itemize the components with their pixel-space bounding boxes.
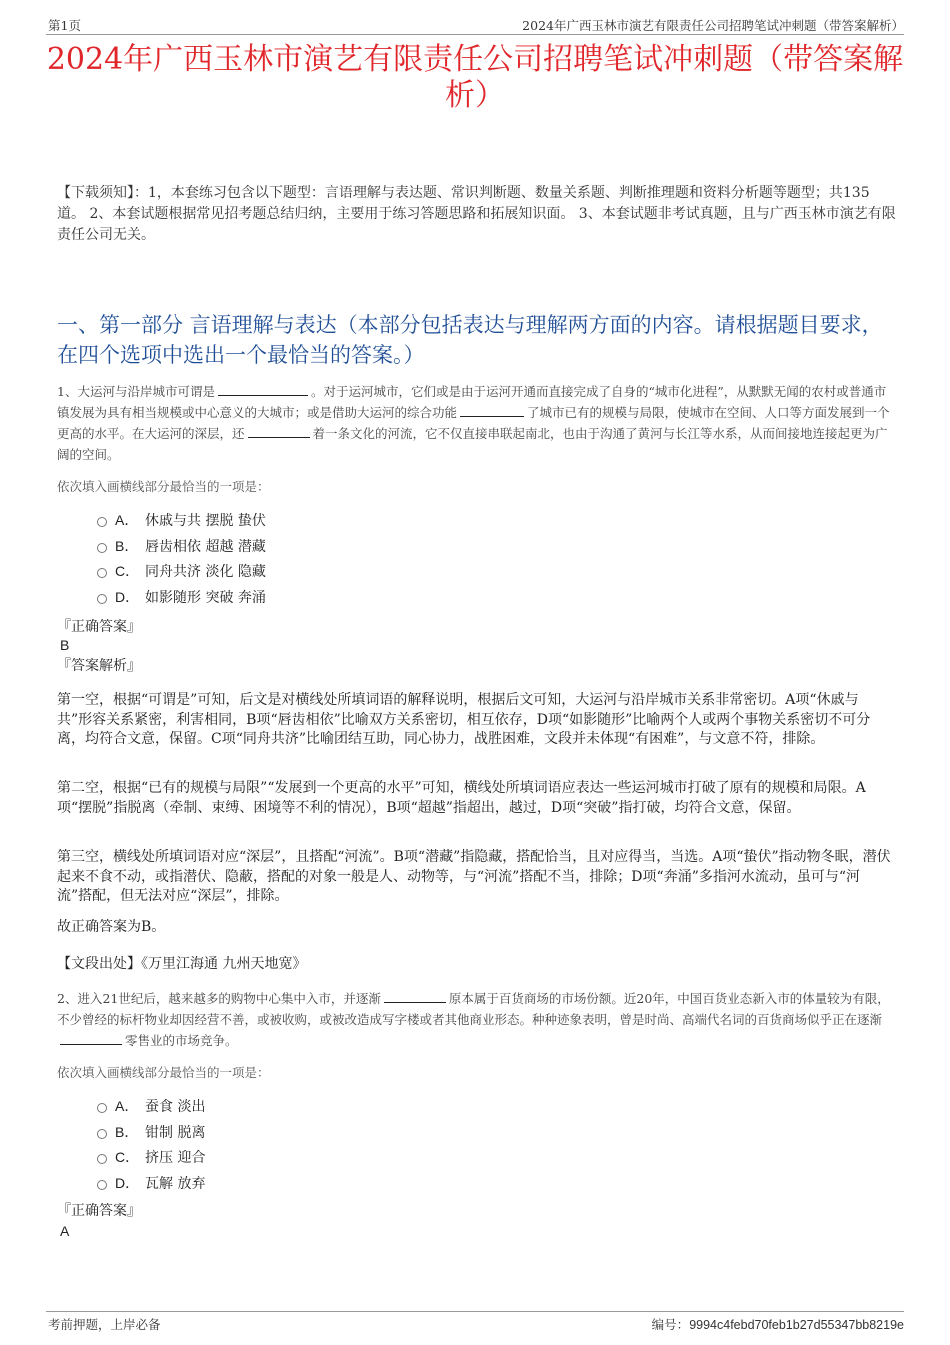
correct-answer-label: 『正确答案』 [57, 619, 141, 635]
section-heading: 一、第一部分 言语理解与表达（本部分包括表达与理解两方面的内容。请根据题目要求，在四个选项中选出一个最恰当的答案。） [57, 313, 883, 367]
text-source: 【文段出处】《万里江海通 九州天地宽》 [57, 956, 307, 972]
page-header [46, 14, 904, 35]
radio-icon[interactable] [97, 517, 107, 527]
option-d[interactable]: D． 瓦解 放弃 [97, 1171, 205, 1197]
option-b[interactable]: B． 唇齿相依 超越 潜藏 [97, 534, 266, 560]
page-number: 第1页 [48, 18, 81, 33]
download-notice: 【下载须知】：1，本套练习包含以下题型：言语理解与表达题、常识判断题、数量关系题、判断推理题和资料分析题等题型；共135道。 2、本套试题根据常见招考题总结归纳，主要用于练习答题思路和拓展知识面。 3、本套试题非考试真题，且与广西玉林市演艺有限责任公司无关。 [57, 185, 896, 243]
question-2-options [97, 1094, 205, 1196]
correct-answer-label: 『正确答案』 [57, 1203, 141, 1219]
radio-icon[interactable] [97, 568, 107, 578]
fill-blank [384, 989, 446, 1003]
header-doc-title: 2024年广西玉林市演艺有限责任公司招聘笔试冲刺题（带答案解析） [522, 18, 904, 33]
question-2-stem: 2、进入21世纪后，越来越多的购物中心集中入市，并逐渐 原本属于百货商场的市场份额。近20年，中国百货业态新入市的体量较为有限，不少曾经的标杆物业却因经营不善，或被收购，或被改造成写字楼或者其他商业形态。种种迹象表明，曾是时尚、高端代名词的百货商场似乎正在逐渐零售业的市场竞争。 [57, 991, 890, 1048]
document-code: 编号：9994c4febd70feb1b27d55347bb8219e [651, 1317, 904, 1332]
question-1-stem: 1、大运河与沿岸城市可谓是 。对于运河城市，它们或是由于运河开通而直接完成了自身的“城市化进程”，从默默无闻的农村或普通市镇发展为具有相当规模或中心意义的大城市；或是借助大运河的综合功能 了城市已有的规模与局限，使城市在空间、人口等方面发展到一个更高的水平。在大运河的深层，还 着一条文化的河流，它不仅直接串联起南北，也由于沟通了黄河与长江等水系，从而间接地连接起更为广阔的空间。 [57, 384, 890, 462]
correct-answer: A [60, 1223, 70, 1239]
analysis-paragraph: 第三空，横线处所填词语对应“深层”，且搭配“河流”。B项“潜藏”指隐藏，搭配恰当，且对应得当，当选。A项“蛰伏”指动物冬眠，潜伏起来不食不动，或指潜伏、隐蔽，搭配的对象一般是人、动物等，与“河流”搭配不当，排除；D项“奔涌”多指河水流动，虽可与“河流”搭配，但无法对应“深层”，排除。 [57, 849, 891, 904]
radio-icon[interactable] [97, 1129, 107, 1139]
radio-icon[interactable] [97, 1154, 107, 1164]
option-c[interactable]: C． 同舟共济 淡化 隐藏 [97, 559, 266, 585]
document-title: 2024年广西玉林市演艺有限责任公司招聘笔试冲刺题（带答案解析） [46, 42, 904, 113]
radio-icon[interactable] [97, 543, 107, 553]
fill-blank [218, 382, 308, 396]
radio-icon[interactable] [97, 1180, 107, 1190]
correct-answer: B [60, 637, 70, 653]
radio-icon[interactable] [97, 594, 107, 604]
fill-blank [460, 403, 524, 417]
footer-slogan: 考前押题，上岸必备 [48, 1317, 161, 1332]
question-1-prompt: 依次填入画横线部分最恰当的一项是： [57, 479, 270, 494]
fill-blank [248, 424, 310, 438]
option-d[interactable]: D． 如影随形 突破 奔涌 [97, 585, 266, 611]
question-2-prompt: 依次填入画横线部分最恰当的一项是： [57, 1065, 270, 1080]
analysis-conclusion: 故正确答案为B。 [57, 919, 166, 935]
page-footer [46, 1311, 904, 1332]
analysis-paragraph: 第一空，根据“可谓是”可知，后文是对横线处所填词语的解释说明，根据后文可知，大运河与沿岸城市关系非常密切。A项“休戚与共”形容关系紧密，利害相同，B项“唇齿相依”比喻双方关系密切，相互依存，D项“如影随形”比喻两个人或两个事物关系密切不可分离，均符合文意，保留。C项“同舟共济”比喻团结互助，同心协力，战胜困难，文段并未体现“有困难”，与文意不符，排除。 [57, 692, 871, 747]
question-1-options [97, 508, 266, 610]
option-c[interactable]: C． 挤压 迎合 [97, 1145, 205, 1171]
analysis-label: 『答案解析』 [57, 658, 141, 674]
fill-blank [60, 1031, 122, 1045]
option-b[interactable]: B． 钳制 脱离 [97, 1120, 205, 1146]
radio-icon[interactable] [97, 1103, 107, 1113]
option-a[interactable]: A． 蚕食 淡出 [97, 1094, 205, 1120]
option-a[interactable]: A． 休戚与共 摆脱 蛰伏 [97, 508, 266, 534]
analysis-paragraph: 第二空，根据“已有的规模与局限”“发展到一个更高的水平”可知，横线处所填词语应表达一些运河城市打破了原有的规模和局限。A项“摆脱”指脱离（牵制、束缚、困境等不利的情况），B项“超越”指超出，越过，D项“突破”指打破，均符合文意，保留。 [57, 780, 866, 816]
